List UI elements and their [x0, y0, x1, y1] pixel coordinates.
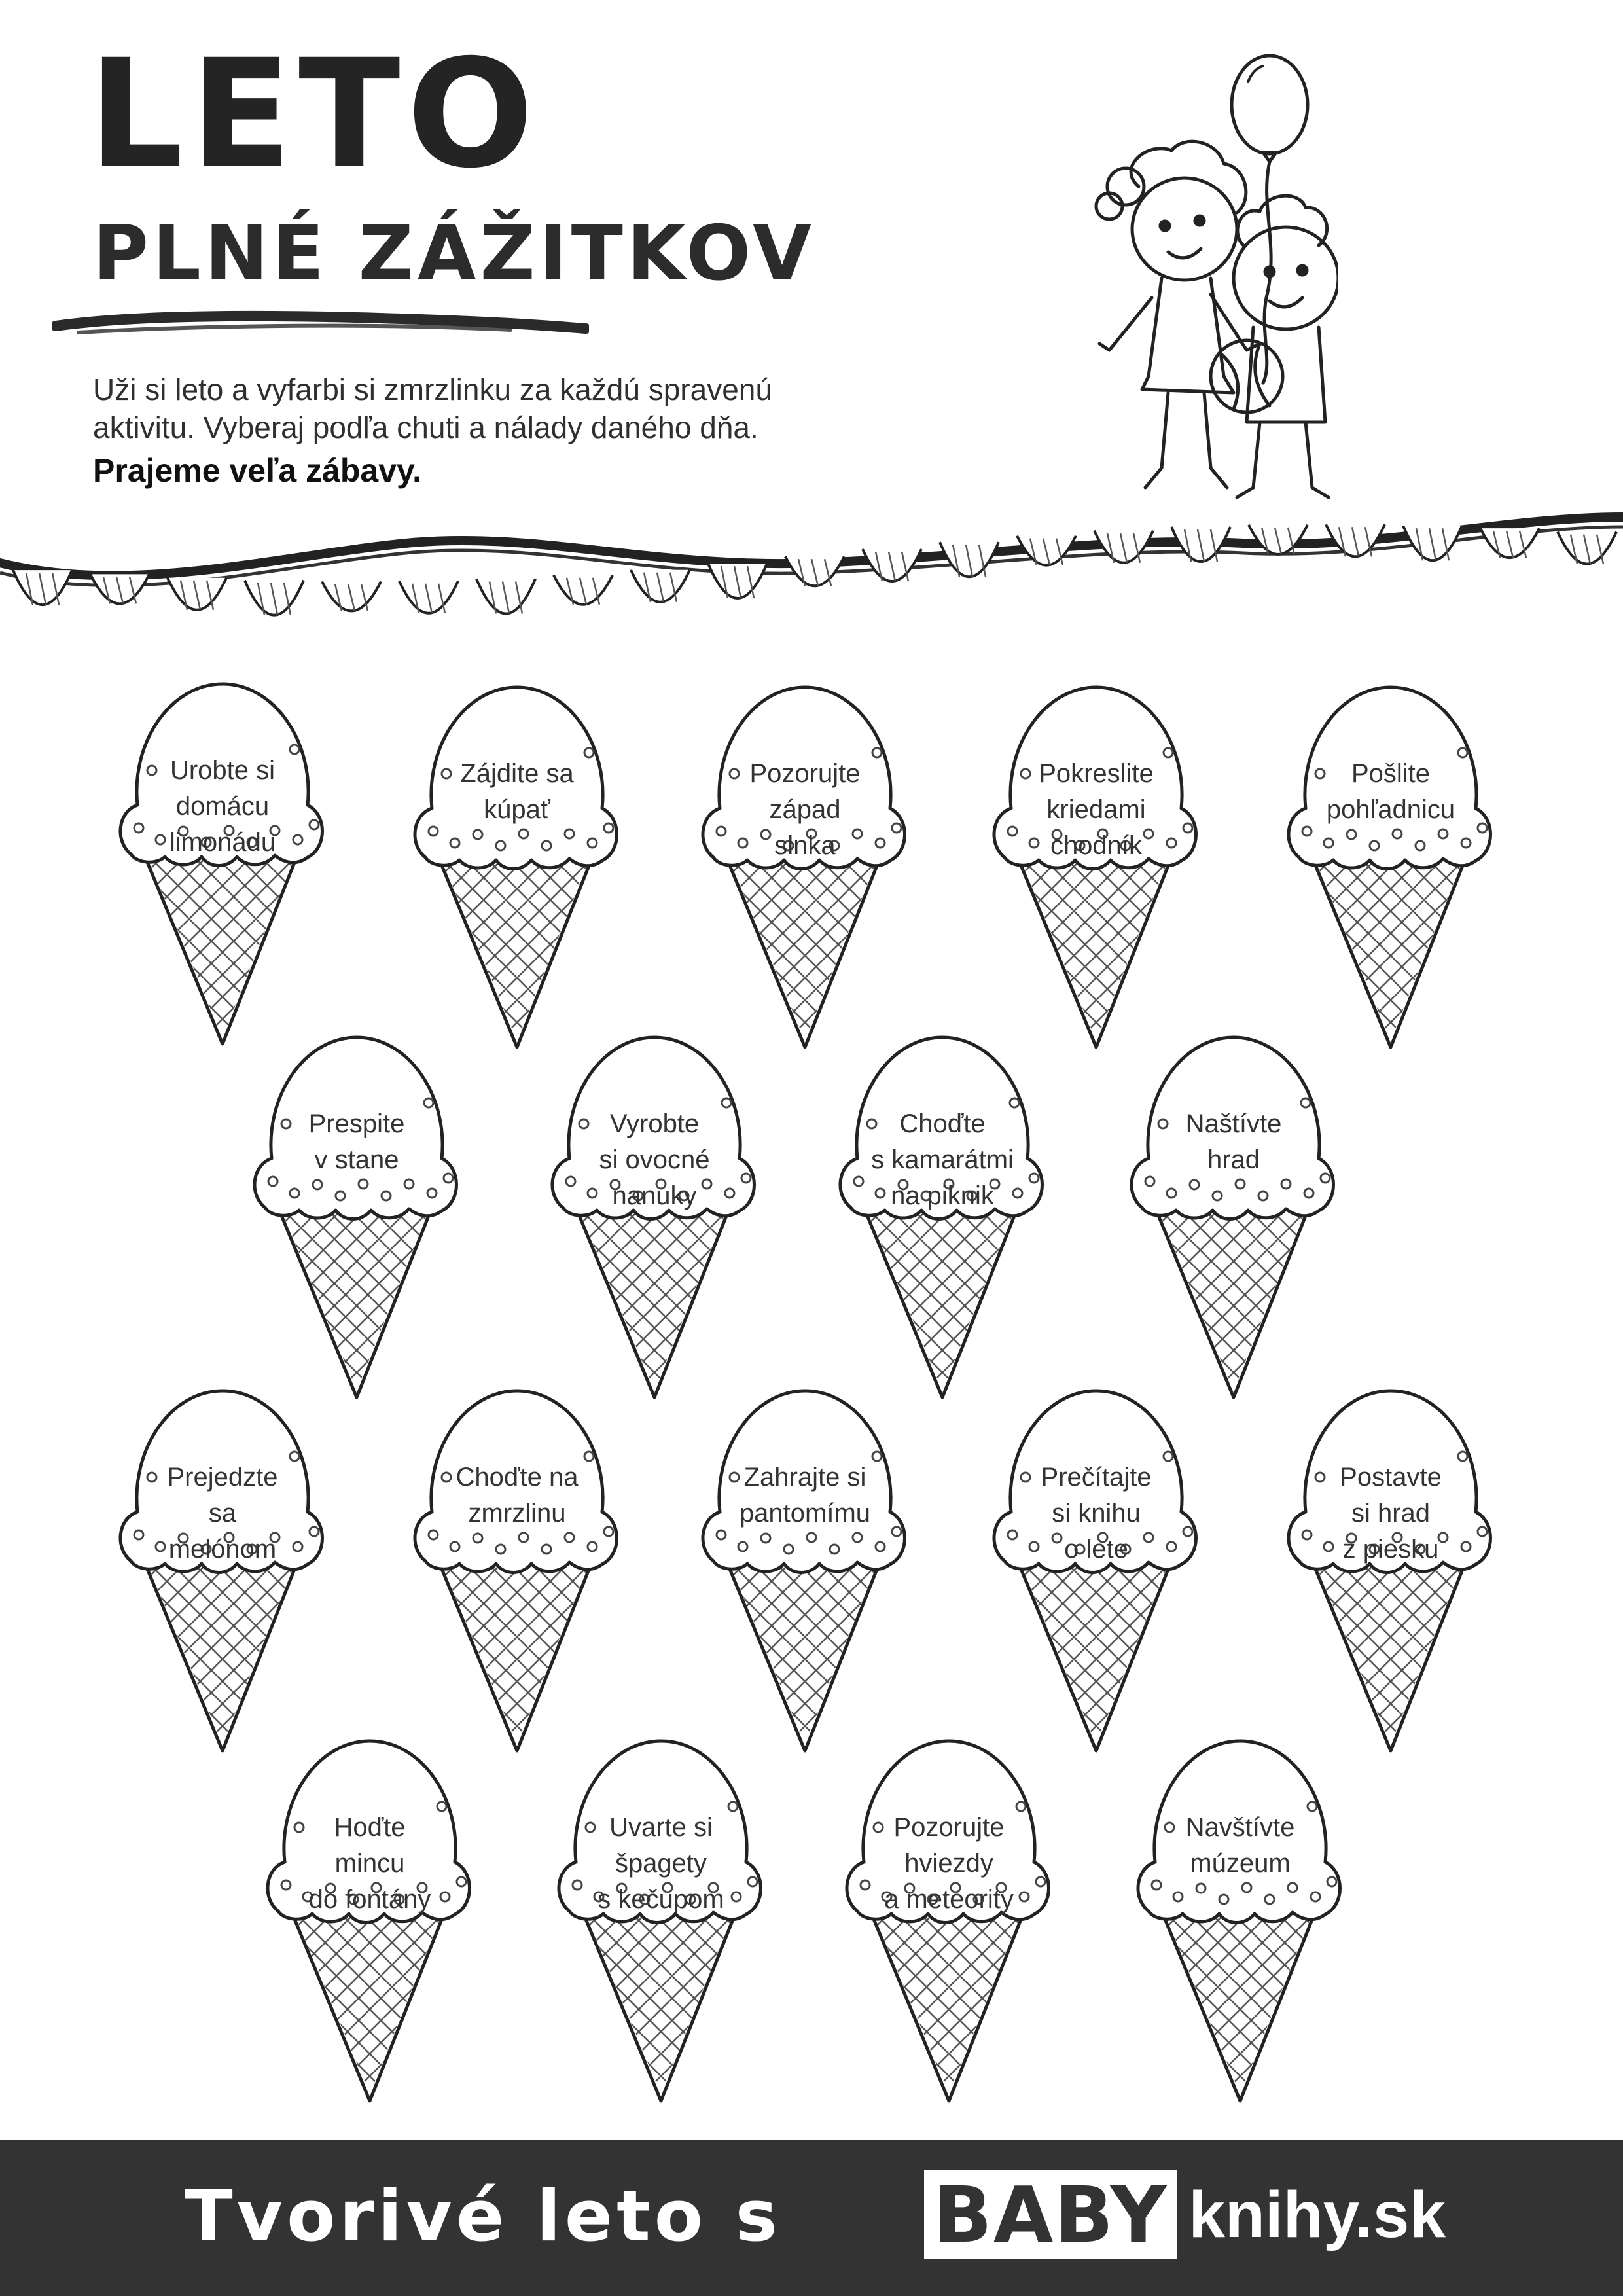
ice-cream-icon [98, 671, 347, 1050]
logo-domain-text: knihy.sk [1188, 2178, 1446, 2251]
logo-baby-text: BABY [933, 2170, 1168, 2260]
ice-cream-cone[interactable] [1116, 1728, 1364, 2108]
activity-label: Urobte si domácu limonádu [169, 756, 276, 857]
ice-cream-icon [530, 1024, 779, 1404]
activity-label: Pošlite pohľadnicu [1326, 759, 1455, 824]
ice-cream-cone[interactable] [537, 1728, 785, 2108]
ice-cream-cone[interactable] [681, 1378, 929, 1757]
activity-label: Pozorujte západ slnka [749, 759, 861, 860]
ice-cream-cone[interactable] [530, 1024, 779, 1404]
activity-label: Pokreslite kriedami chodník [1039, 759, 1154, 860]
ice-cream-icon [1266, 674, 1515, 1054]
bunting-garland [0, 497, 1623, 668]
balloon-icon [1232, 56, 1308, 154]
babyknihy-logo[interactable] [924, 2169, 1446, 2261]
activity-label: Uvarte si špagety s kečupom [597, 1813, 724, 1914]
page-subtitle: PLNÉ ZÁŽITKOV [93, 209, 815, 298]
ice-cream-icon [393, 674, 641, 1054]
ice-cream-cone[interactable] [393, 674, 641, 1054]
ice-cream-cone[interactable] [972, 1378, 1221, 1757]
ice-cream-icon [245, 1728, 494, 2108]
activity-label: Postavte si hrad z piesku [1340, 1463, 1442, 1564]
ice-cream-cone[interactable] [681, 674, 929, 1054]
kids-illustration [1037, 36, 1338, 533]
ice-cream-cone[interactable] [393, 1378, 641, 1757]
brush-underline [52, 306, 589, 346]
ice-cream-cone[interactable] [972, 674, 1221, 1054]
ice-cream-cone[interactable] [98, 671, 347, 1050]
activity-label: Pozorujte hviezdy a meteority [884, 1813, 1014, 1914]
intro-text [93, 370, 898, 490]
ice-cream-cone[interactable] [825, 1728, 1073, 2108]
activity-label: Naštívte hrad [1185, 1109, 1282, 1174]
activity-label: Choďte na zmrzlinu [455, 1463, 579, 1528]
activity-label: Zahrajte si pantomímu [739, 1463, 871, 1528]
ice-cream-cone[interactable] [1266, 1378, 1515, 1757]
ice-cream-icon [98, 1378, 347, 1757]
ice-cream-icon [232, 1024, 481, 1404]
ice-cream-cone[interactable] [1266, 674, 1515, 1054]
ice-cream-icon [972, 1378, 1221, 1757]
ice-cream-cone[interactable] [818, 1024, 1067, 1404]
ice-cream-cone[interactable] [245, 1728, 494, 2108]
activity-label: Vyrobte si ovocné nanuky [599, 1109, 710, 1210]
ice-cream-icon [681, 674, 929, 1054]
activity-label: Hoďte mincu do fontány [308, 1813, 431, 1914]
activity-label: Prečítajte si knihu o lete [1041, 1463, 1152, 1564]
ice-cream-icon [1116, 1728, 1364, 2108]
activity-label: Zájdite sa kúpať [460, 759, 574, 824]
ice-cream-icon [681, 1378, 929, 1757]
intro-line-2: aktivitu. Vyberaj podľa chuti a nálady daného dňa. [93, 410, 758, 444]
ice-cream-icon [972, 674, 1221, 1054]
page-title: LETO [88, 27, 541, 201]
ice-cream-cone[interactable] [1109, 1024, 1358, 1404]
ice-cream-icon [1266, 1378, 1515, 1757]
ice-cream-icon [818, 1024, 1067, 1404]
activity-label: Prejedzte sa melónom [167, 1463, 278, 1564]
ice-cream-cone[interactable] [98, 1378, 347, 1757]
ice-cream-icon [393, 1378, 641, 1757]
logo-box [924, 2170, 1177, 2259]
activity-label: Choďte s kamarátmi na piknik [871, 1109, 1014, 1210]
ice-cream-icon [537, 1728, 785, 2108]
intro-bold-line: Prajeme veľa zábavy. [93, 452, 422, 489]
ice-cream-cone[interactable] [232, 1024, 481, 1404]
ice-cream-icon [825, 1728, 1073, 2108]
footer-bar [0, 2140, 1623, 2296]
footer-slogan: Tvorivé leto s [185, 2176, 781, 2257]
activity-label: Prespite v stane [308, 1109, 405, 1174]
ice-cream-icon [1109, 1024, 1358, 1404]
activity-label: Navštívte múzeum [1185, 1813, 1295, 1878]
intro-line-1: Uži si leto a vyfarbi si zmrzlinku za každú spravenú [93, 372, 772, 406]
